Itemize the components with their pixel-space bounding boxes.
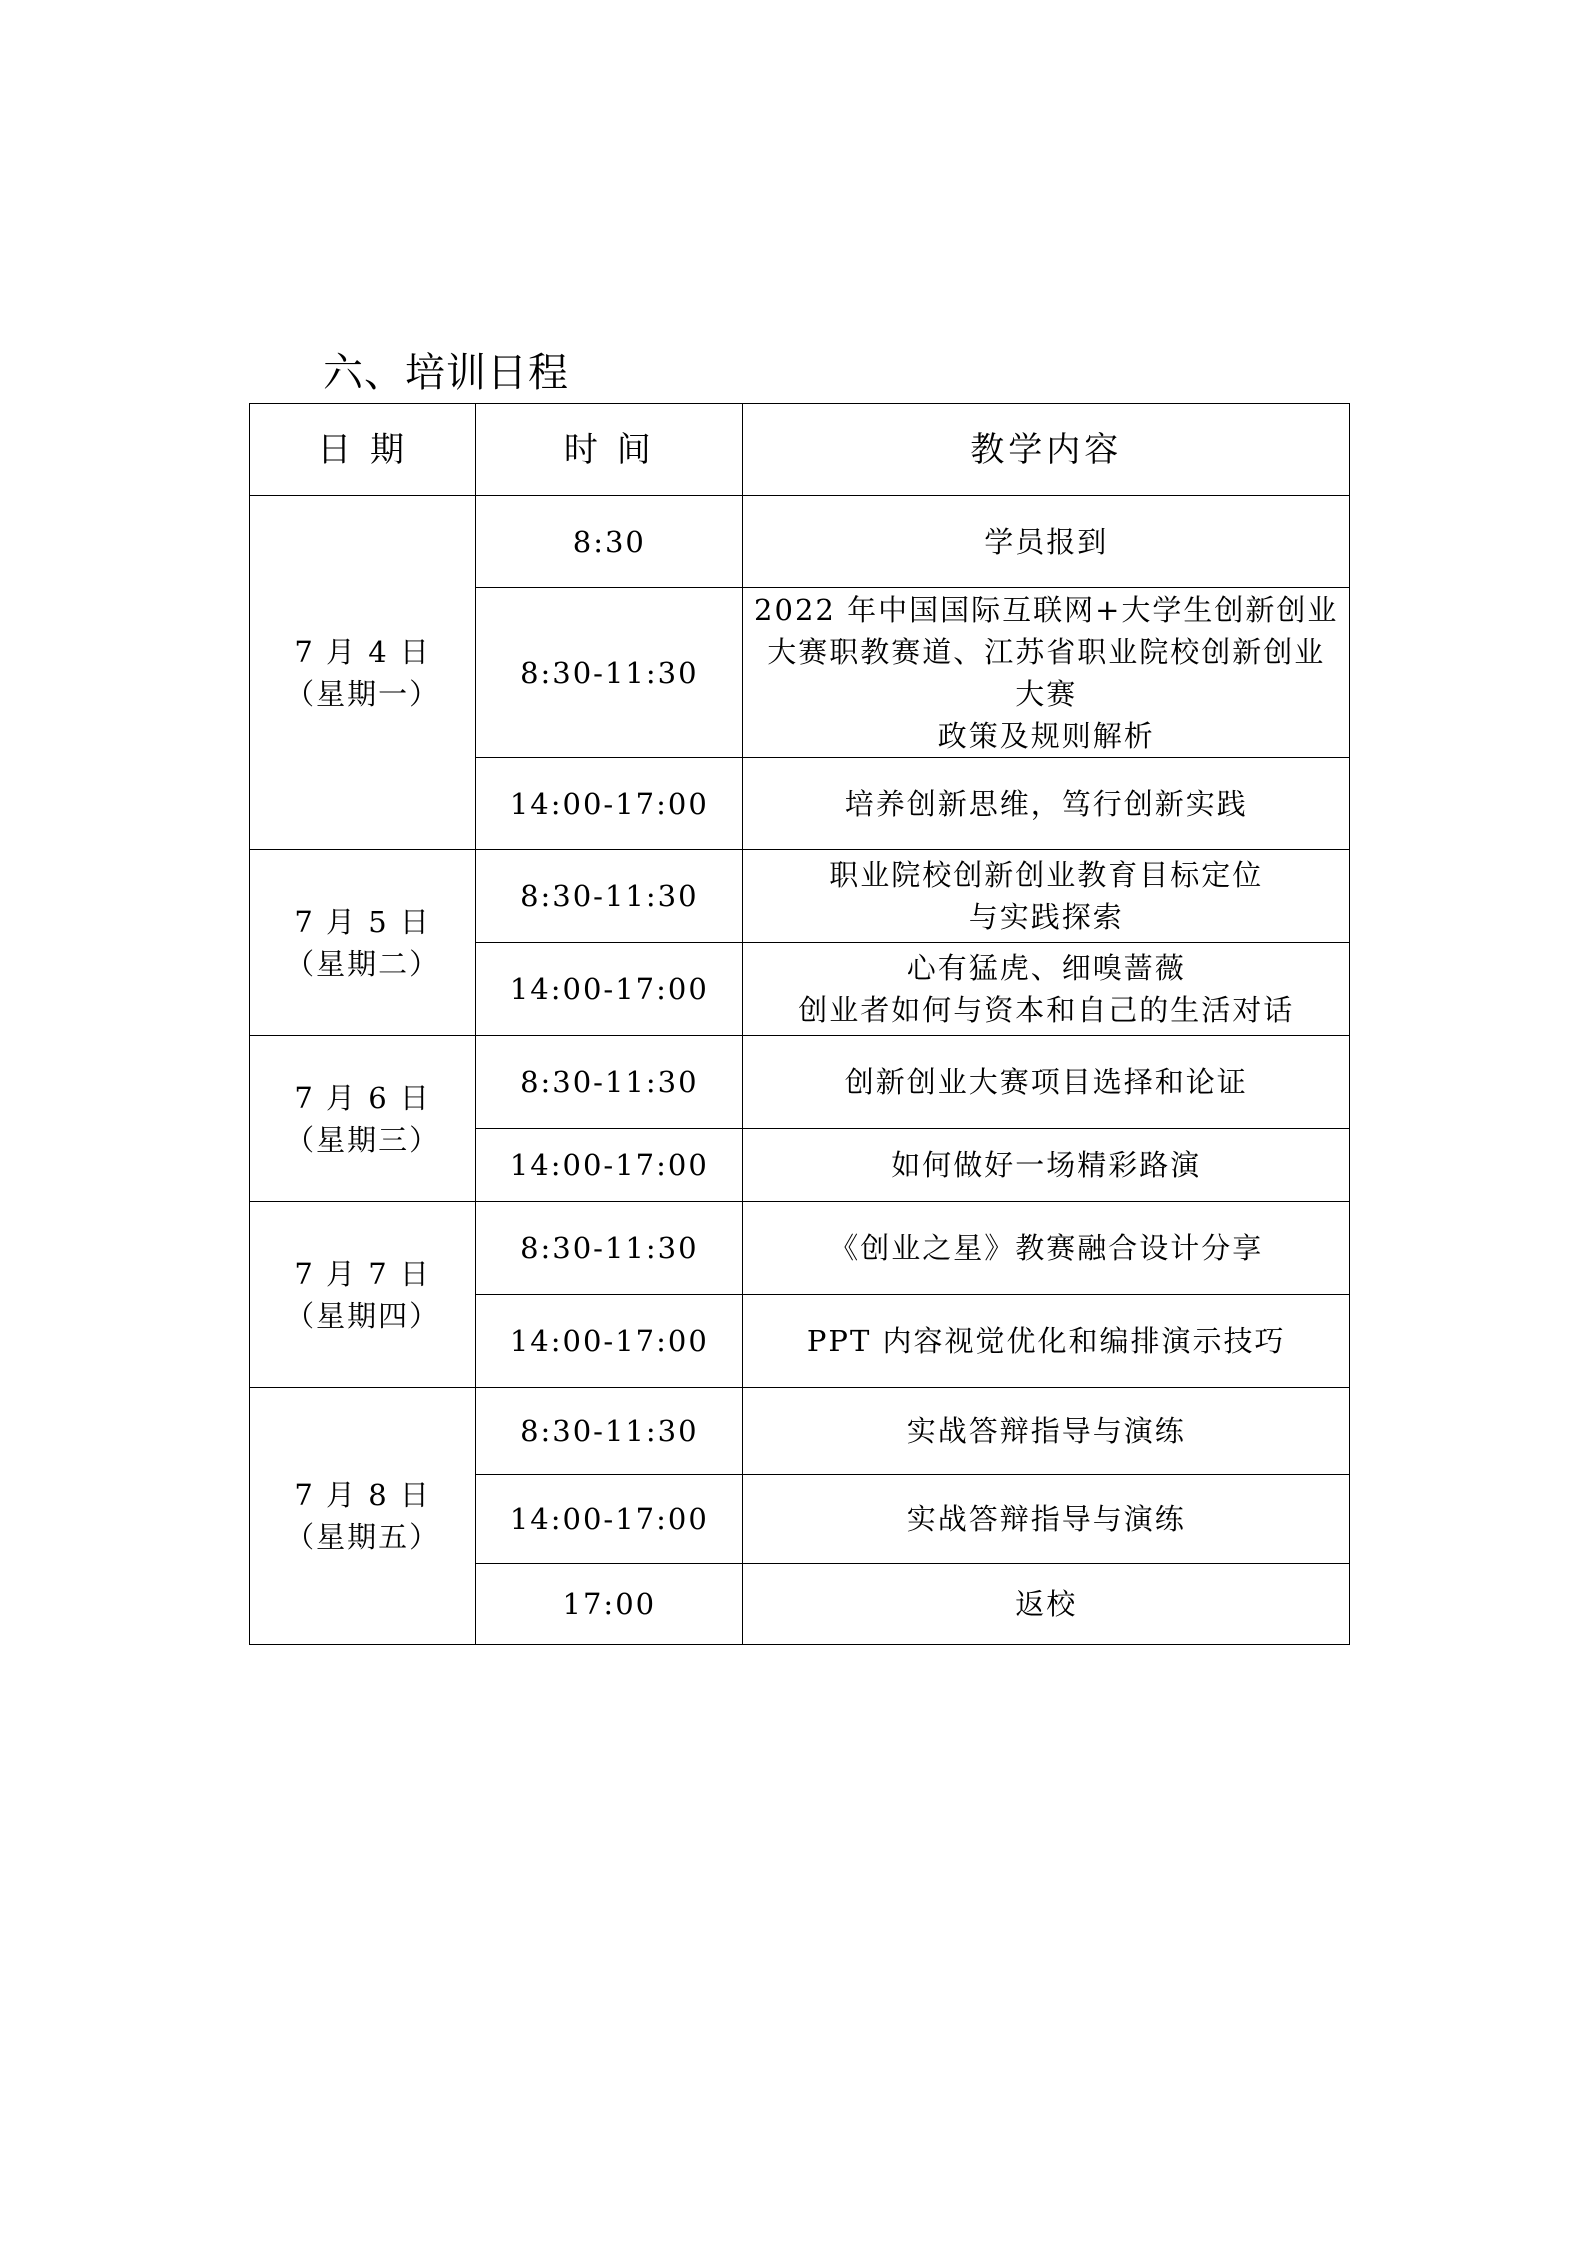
header-content: 教学内容 [743,404,1350,496]
date-label: 7 月 4 日 [294,634,431,669]
content-cell [743,943,1350,1036]
content-cell [743,588,1350,758]
weekday-label: （星期一） [285,676,441,711]
date-label: 7 月 7 日 [294,1256,431,1291]
date-cell [250,1388,476,1645]
content-line: 心有猛虎、细嗅蔷薇 [906,951,1186,985]
table-header-row [250,404,1350,496]
time-cell: 14:00-17:00 [476,1295,743,1388]
schedule-table [249,403,1350,1645]
table-row [250,850,1350,943]
date-cell [250,496,476,850]
time-cell: 14:00-17:00 [476,1475,743,1564]
content-line: 实战答辩指导与演练 [906,1502,1186,1536]
table-row [250,1388,1350,1475]
content-cell [743,1564,1350,1645]
content-cell [743,496,1350,588]
content-cell [743,758,1350,850]
table-row [250,1202,1350,1295]
content-line: 职业院校创新创业教育目标定位 [829,858,1264,892]
header-time: 时 间 [476,404,743,496]
time-cell: 8:30-11:30 [476,1388,743,1475]
content-line: 创业者如何与资本和自己的生活对话 [798,993,1295,1027]
weekday-label: （星期四） [285,1298,441,1333]
table-row [250,1036,1350,1129]
time-cell: 17:00 [476,1564,743,1645]
date-cell [250,850,476,1036]
content-line: 如何做好一场精彩路演 [891,1148,1202,1182]
content-line: 培养创新思维，笃行创新实践 [844,786,1248,821]
weekday-label: （星期三） [285,1122,441,1157]
content-cell [743,1202,1350,1295]
date-label: 7 月 8 日 [294,1478,431,1512]
date-cell [250,1036,476,1202]
section-title: 六、培训日程 [323,350,569,396]
content-line: 大赛 [1015,676,1078,711]
time-cell: 14:00-17:00 [476,943,743,1036]
content-cell [743,1295,1350,1388]
content-line: 大赛职教赛道、江苏省职业院校创新创业 [767,634,1326,669]
content-line: 学员报到 [984,524,1109,559]
weekday-label: （星期二） [285,946,441,981]
content-line: 政策及规则解析 [937,718,1155,753]
weekday-label: （星期五） [285,1520,441,1554]
table-row [250,496,1350,588]
content-line: 2022 年中国国际互联网+大学生创新创业 [754,592,1339,627]
content-line: 返校 [1015,1587,1078,1621]
content-cell [743,1129,1350,1202]
content-line: PPT 内容视觉优化和编排演示技巧 [806,1324,1286,1358]
time-cell: 8:30-11:30 [476,1036,743,1129]
date-label: 7 月 6 日 [294,1080,431,1115]
content-line: 《创业之星》教赛融合设计分享 [829,1231,1264,1265]
content-cell [743,1036,1350,1129]
time-cell: 8:30 [476,496,743,588]
time-cell: 8:30-11:30 [476,588,743,758]
time-cell: 8:30-11:30 [476,850,743,943]
date-label: 7 月 5 日 [294,904,431,939]
time-cell: 14:00-17:00 [476,1129,743,1202]
content-cell [743,1475,1350,1564]
time-cell: 8:30-11:30 [476,1202,743,1295]
content-line: 实战答辩指导与演练 [906,1414,1186,1448]
content-line: 与实践探索 [968,900,1124,934]
content-cell [743,1388,1350,1475]
content-cell [743,850,1350,943]
time-cell: 14:00-17:00 [476,758,743,850]
header-date: 日 期 [250,404,476,496]
date-cell [250,1202,476,1388]
content-line: 创新创业大赛项目选择和论证 [844,1065,1248,1099]
